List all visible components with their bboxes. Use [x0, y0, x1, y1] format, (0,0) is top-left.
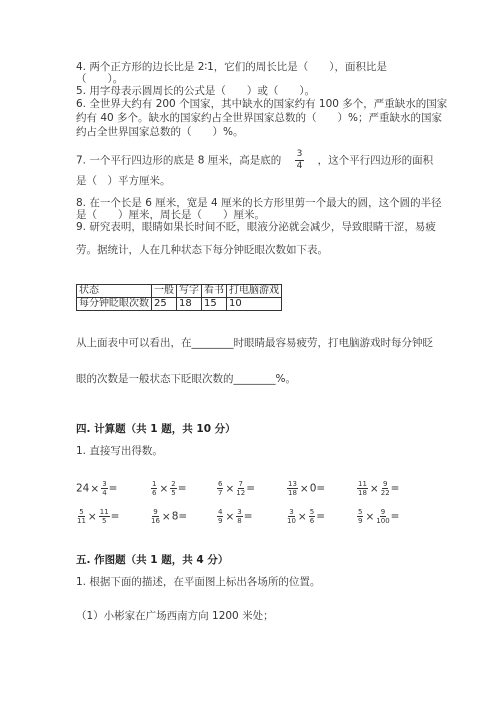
- expr-operand: 24: [76, 482, 90, 495]
- frac-num: 1: [152, 480, 157, 488]
- q7-part1: 7. 一个平行四边形的底是 8 厘米，高是底的: [76, 154, 282, 167]
- table-header-cell: 写字: [177, 285, 202, 298]
- expr-operand: 0: [309, 482, 317, 495]
- frac-num: 5: [358, 508, 363, 516]
- frac-num: 3: [102, 480, 107, 488]
- fraction: [151, 508, 160, 525]
- multiply-sign: ×: [90, 482, 100, 495]
- equals-sign: =: [316, 482, 326, 495]
- equals-sign: =: [243, 510, 253, 523]
- section5-q1: 1. 根据下面的描述，在平面图上标出各场所的位置。: [76, 576, 321, 588]
- blink-rate-table: [76, 284, 282, 311]
- q9-line2: 劳。据统计，人在几种状态下每分钟眨眼次数如下表。: [76, 244, 328, 256]
- frac-num: 6: [218, 480, 223, 488]
- multiply-sign: ×: [161, 510, 171, 523]
- equals-sign: =: [246, 482, 256, 495]
- section4-q1: 1. 直接写出得数。: [76, 445, 163, 457]
- multiply-sign: ×: [225, 510, 235, 523]
- fraction: [357, 508, 363, 525]
- frac-num: 11: [358, 480, 367, 488]
- multiply-sign: ×: [297, 510, 307, 523]
- frac-den: 6: [309, 517, 315, 525]
- fraction: [77, 508, 86, 525]
- multiply-sign: ×: [87, 510, 97, 523]
- frac-num: 2: [171, 480, 176, 488]
- q6-line1: 6. 全世界大约有 200 个国家，其中缺水的国家约有 100 多个，严重缺水的国家: [76, 98, 448, 110]
- frac-den: 16: [151, 517, 160, 525]
- expr-r2-4: [286, 508, 325, 525]
- section4-title: 四. 计算题（共 1 题，共 10 分）: [76, 423, 236, 435]
- equals-sign: =: [390, 510, 400, 523]
- frac-num: 3: [289, 508, 294, 516]
- equals-sign: =: [108, 482, 118, 495]
- fraction: [376, 508, 389, 525]
- q7-part2: ，这个平行四边形的面积: [317, 154, 434, 167]
- frac-den: 7: [218, 489, 223, 497]
- table-cell: 25: [152, 298, 177, 311]
- expr-r1-5: [356, 480, 399, 497]
- expr-r1-4: [286, 480, 325, 497]
- section5-sub1: （1）小彬家在广场西南方向 1200 米处；: [76, 610, 274, 622]
- table-header-cell: 看书: [202, 285, 227, 298]
- frac-num: 9: [382, 480, 388, 488]
- multiply-sign: ×: [159, 482, 169, 495]
- q4-line1: 4. 两个正方形的边长比是 2∶1，它们的周长比是（ ），面积比是: [76, 61, 388, 73]
- frac-den: 9: [218, 517, 223, 525]
- frac-den: 12: [236, 489, 246, 497]
- frac-den: 18: [288, 489, 297, 497]
- table-cell: 每分钟眨眼次数: [77, 298, 152, 311]
- frac-num: 4: [218, 508, 223, 516]
- frac-den: 5: [171, 489, 176, 497]
- multiply-sign: ×: [299, 482, 309, 495]
- section5-title: 五. 作图题（共 1 题，共 4 分）: [76, 554, 229, 566]
- expr-r2-5: [356, 508, 399, 525]
- expr-r1-2: [150, 480, 187, 497]
- q9-followup-line2: 眼的次数是一般状态下眨眼次数的________%。: [76, 373, 296, 385]
- table-header-row: [77, 285, 282, 298]
- frac-den: 18: [358, 489, 367, 497]
- fraction: [151, 480, 157, 497]
- multiply-sign: ×: [225, 482, 235, 495]
- fraction: [101, 480, 107, 497]
- fraction: [217, 480, 223, 497]
- fraction: [236, 508, 242, 525]
- expr-r2-2: [150, 508, 187, 525]
- q4-line2: （ ）。: [76, 73, 124, 85]
- equals-sign: =: [316, 510, 326, 523]
- frac-num: 3: [237, 508, 242, 516]
- frac-num: 9: [153, 508, 158, 516]
- frac-num: 9: [380, 508, 386, 516]
- multiply-sign: ×: [365, 510, 375, 523]
- frac-num: 11: [99, 508, 109, 516]
- q8-line2: 是（ ）厘米，周长是（ ）厘米。: [76, 209, 265, 221]
- frac-den: 100: [376, 517, 390, 525]
- frac-den: 8: [237, 517, 242, 525]
- multiply-sign: ×: [369, 482, 379, 495]
- expr-operand: 8: [171, 510, 179, 523]
- q5-text: 5. 用字母表示圆周长的公式是（ ）或（ ）。: [76, 85, 316, 97]
- q7-line1: [76, 149, 433, 172]
- table-cell: 15: [202, 298, 227, 311]
- equals-sign: =: [110, 510, 120, 523]
- table-header-cell: 打电脑游戏: [227, 285, 282, 298]
- equals-sign: =: [177, 482, 187, 495]
- expr-r2-3: [216, 508, 253, 525]
- fraction: [309, 508, 315, 525]
- frac-den: 9: [358, 517, 363, 525]
- expr-r1-1: [76, 480, 117, 497]
- equals-sign: =: [178, 510, 188, 523]
- equals-sign: =: [390, 482, 400, 495]
- frac-num: 13: [288, 480, 297, 488]
- q9-followup-line1: 从上面表中可以看出，在________时眼睛最容易疲劳，打电脑游戏时每分钟眨: [76, 337, 433, 349]
- q7-line2: 是（ ）平方厘米。: [76, 175, 171, 187]
- frac-den: 5: [101, 517, 107, 525]
- frac-num: 5: [79, 508, 84, 516]
- expr-r1-3: [216, 480, 255, 497]
- frac-den: 6: [152, 489, 157, 497]
- frac-den: 10: [287, 517, 296, 525]
- fraction: [357, 480, 368, 497]
- fraction: [236, 480, 245, 497]
- q6-line2: 约有 40 多个。缺水的国家约占全世界国家总数的（ ）%；严重缺水的国家: [76, 112, 443, 124]
- q7-frac-num: 3: [296, 149, 303, 159]
- table-header-cell: 一般: [152, 285, 177, 298]
- fraction: [217, 508, 223, 525]
- table-cell: 18: [177, 298, 202, 311]
- fraction: [287, 480, 298, 497]
- q7-frac-den: 4: [296, 161, 303, 171]
- fraction: [381, 480, 390, 497]
- table-cell: 10: [227, 298, 282, 311]
- table-row: [77, 298, 282, 311]
- q6-line3: 约占全世界国家总数的（ ）%。: [76, 126, 244, 138]
- frac-num: 7: [238, 480, 243, 488]
- frac-den: 11: [77, 517, 86, 525]
- fraction: [99, 508, 110, 525]
- frac-den: 22: [380, 489, 390, 497]
- frac-num: 5: [309, 508, 315, 516]
- q8-line1: 8. 在一个长是 6 厘米，宽是 4 厘米的长方形里剪一个最大的圆，这个圆的半径: [76, 197, 442, 209]
- table-header-cell: 状态: [77, 285, 152, 298]
- expr-r2-1: [76, 508, 119, 525]
- fraction: [170, 480, 176, 497]
- q7-fraction: [295, 149, 305, 172]
- frac-den: 4: [102, 489, 107, 497]
- q9-line1: 9. 研究表明，眼睛如果长时间不眨，眼液分泌就会减少，导致眼睛干涩，易疲: [76, 221, 436, 233]
- fraction: [287, 508, 296, 525]
